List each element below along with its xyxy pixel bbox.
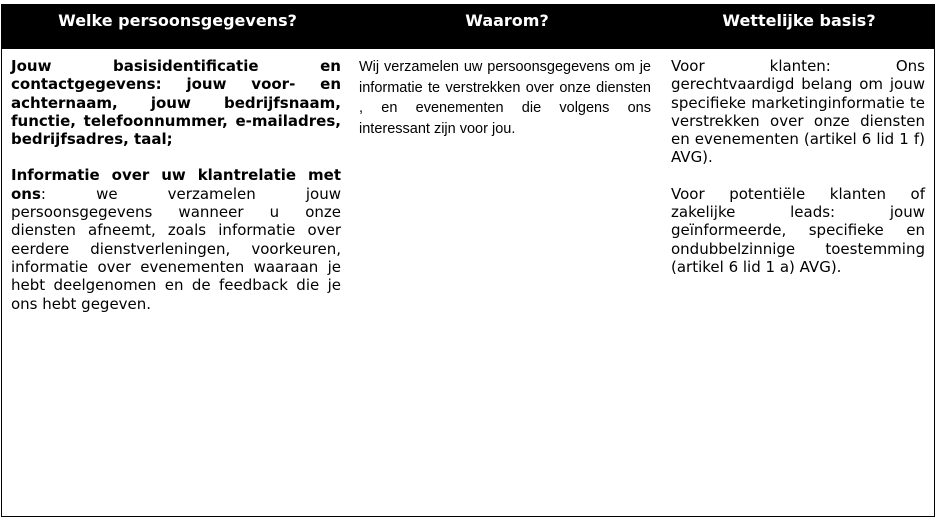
- cell-personal-data: [11, 57, 341, 313]
- cell-why: [359, 57, 651, 139]
- why-text: Wij verzamelen uw persoonsgegevens om je informatie te verstrekken over onze diensten , en evenementen die volgens ons interessant zijn voor jou.: [359, 59, 651, 137]
- legal-basis-clients-text: Voor klanten: Ons gerechtvaardigd belang om jouw specifieke marketinginformatie te verstrekken over onze diensten en evenementen (artikel 6 lid 1 f) AVG).: [671, 57, 925, 167]
- client-relationship-heading: Informatie over uw klantrelatie met ons: [11, 166, 341, 203]
- header-personal-data: Welke persoonsgegevens?: [58, 11, 297, 30]
- legal-basis-leads-text: Voor potentiële klanten of zakelijke leads: jouw geïnformeerde, specifieke en ondubbelzinnige toestemming (artikel 6 lid 1 a) AVG).: [671, 184, 925, 276]
- header-why: Waarom?: [465, 11, 549, 30]
- client-relationship-text: [11, 166, 341, 312]
- cell-legal-basis: [671, 57, 925, 276]
- client-relationship-body: : we verzamelen jouw persoonsgegevens wanneer u onze diensten afneemt, zoals informatie over eerdere dienstverleningen, voorkeuren, informatie over evenementen waaraan je hebt deelgenomen en de feedback die je ons hebt gegeven.: [11, 184, 341, 313]
- gdpr-table: [1, 4, 935, 517]
- header-legal-basis: Wettelijke basis?: [722, 11, 876, 30]
- basic-identification-text: Jouw basisidentificatie en contactgegevens: jouw voor- en achternaam, jouw bedrijfsnaam, functie, telefoonnummer, e-mailadres, bedrijfsadres, taal;: [11, 57, 341, 149]
- table-header-row: [2, 5, 934, 49]
